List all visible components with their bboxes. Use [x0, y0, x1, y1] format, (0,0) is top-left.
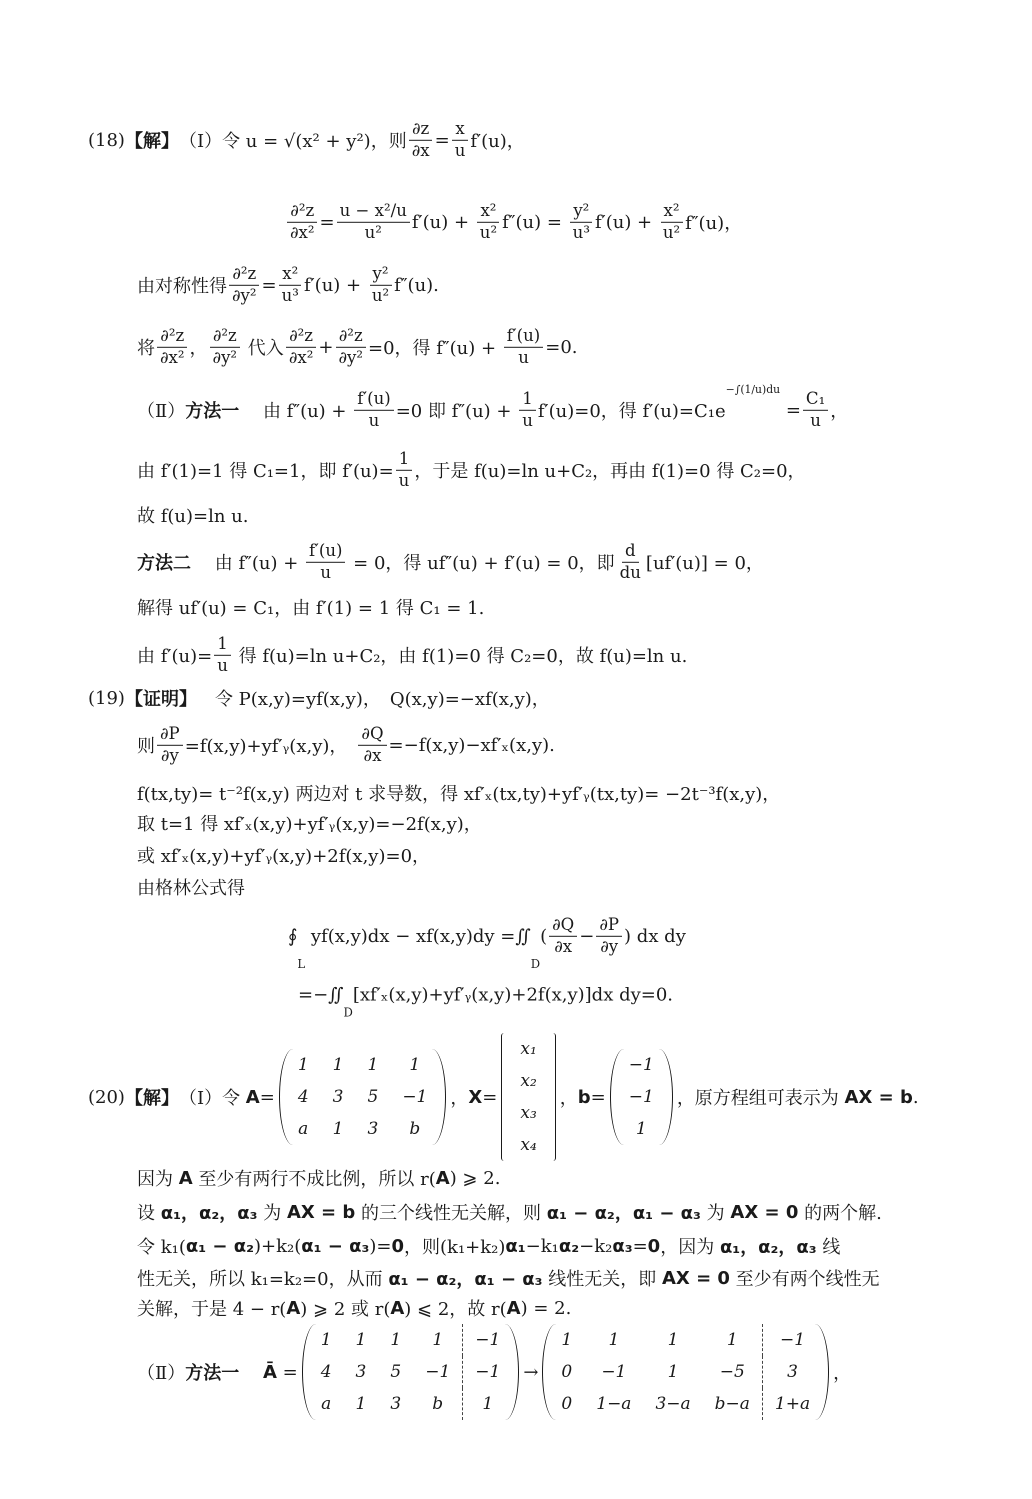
fraction	[549, 915, 577, 957]
line-18-intro	[88, 119, 525, 161]
line-18-second-derivative	[285, 201, 742, 243]
bold-text: b	[577, 1086, 591, 1108]
matrix-cell: −1	[463, 1324, 513, 1356]
numerator: ∂P	[596, 915, 622, 937]
denominator: ∂y	[160, 745, 179, 765]
numerator: ∂²z	[210, 326, 240, 348]
numerator: ∂²z	[229, 264, 259, 286]
text-run: [xf′ₓ(x,y)+yf′ᵧ(x,y)+2f(x,y)]dx dy=0.	[352, 984, 674, 1006]
fraction	[369, 264, 392, 306]
denominator: u	[454, 140, 466, 160]
matrix-cell: 4	[320, 1362, 332, 1382]
fraction	[354, 389, 393, 431]
denominator: ∂x	[411, 140, 430, 160]
denominator: u³	[572, 222, 590, 242]
text-run: 为	[700, 1203, 731, 1224]
fraction	[803, 389, 828, 431]
matrix-cell: 1	[332, 1119, 344, 1139]
subscript: D	[343, 1005, 353, 1020]
matrix-cell: 1	[320, 1330, 332, 1350]
text-run: −k₁	[525, 1235, 559, 1257]
text-run: −	[579, 925, 595, 947]
denominator: ∂x²	[288, 347, 314, 367]
fraction	[337, 201, 410, 243]
fraction	[617, 541, 644, 583]
denominator: ∂y	[600, 936, 619, 956]
subscript: L	[297, 957, 306, 972]
denominator: u	[368, 410, 380, 430]
fraction	[477, 201, 500, 243]
text-run: ) ⩾ 2 或 r(	[300, 1299, 391, 1320]
bold-text: AX = 0	[662, 1267, 730, 1289]
text-run	[239, 1359, 263, 1385]
text-run: )+k₂(	[254, 1235, 302, 1257]
matrix-cell: −1	[463, 1356, 513, 1388]
denominator: u²	[662, 222, 681, 242]
text-run: （Ⅱ）	[137, 1363, 186, 1384]
text-run: （Ⅰ）令 u = √(x² + y²)，则	[178, 131, 407, 152]
text-run: f(tx,ty)= t⁻²f(x,y) 两边对 t 求导数，得 xf′ₓ(tx,ty)+yf′ᵧ(tx,ty)= −2t⁻³f(x,y)，	[137, 784, 781, 805]
line-18-solve	[137, 594, 484, 620]
line-19-or	[137, 842, 430, 868]
text-run: f′(u) +	[411, 211, 475, 233]
line-18-result1	[137, 502, 249, 528]
matrix	[542, 1324, 829, 1420]
numerator: x	[452, 119, 467, 141]
text-run: =	[590, 1086, 606, 1108]
text-run: 由 f″(u) +	[191, 553, 304, 574]
bold-text: α₁ − α₂	[185, 1235, 254, 1257]
bold-text: A	[245, 1086, 260, 1108]
text-run: f″(u)，	[685, 213, 743, 234]
numerator: y²	[570, 201, 592, 223]
numerator: ∂Q	[549, 915, 577, 937]
text-run: 的三个线性无关解，则	[355, 1203, 547, 1224]
bold-text: A	[435, 1167, 450, 1189]
matrix-cell: 1	[667, 1362, 679, 1382]
matrix-cell: −1	[762, 1324, 822, 1356]
text-run: 则	[137, 736, 155, 757]
line-19-intro	[88, 685, 550, 711]
text-run: ，	[833, 1363, 852, 1384]
matrix-cell: x₂	[520, 1071, 537, 1091]
denominator: du	[619, 562, 641, 582]
text-run: f′(u) +	[303, 274, 367, 296]
matrix-cell: 1	[355, 1330, 367, 1350]
bold-text: α₁，α₂，α₃	[719, 1237, 817, 1258]
text-run: .	[912, 1086, 919, 1108]
numerator: ∂P	[157, 724, 183, 746]
text-run: ，	[559, 1088, 578, 1109]
text-run: 为	[257, 1203, 287, 1224]
numerator: x²	[279, 264, 301, 286]
bold-text: 【证明】	[124, 689, 197, 710]
matrix-cell: −1	[601, 1362, 627, 1382]
text-run: 得 f(u)=ln u+C₂，由 f(1)=0 得 C₂=0，故 f(u)=ln u.	[232, 646, 688, 667]
denominator: u²	[479, 222, 498, 242]
text-run: ，	[830, 401, 849, 422]
denominator: u²	[364, 222, 382, 242]
text-run: 令 P(x,y)=yf(x,y)， Q(x,y)=−xf(x,y)，	[196, 689, 550, 710]
text-run: 由对称性得	[137, 276, 227, 297]
line-20-combination	[137, 1233, 840, 1259]
text-run: 线	[816, 1237, 841, 1258]
matrix-cell: 1	[726, 1330, 738, 1350]
denominator: u	[320, 562, 332, 582]
text-run: =	[259, 1086, 275, 1108]
matrix-cell: a	[298, 1119, 309, 1139]
text-run: f′(u)=0，得 f′(u)=C₁e	[537, 401, 726, 422]
numerator: ∂²z	[287, 201, 317, 223]
numerator: ∂²z	[157, 326, 187, 348]
text-run: 由 f′(u)=	[137, 646, 213, 667]
text-run: 代入	[242, 338, 284, 359]
denominator: ∂y²	[232, 285, 257, 305]
line-19-differentiate	[137, 780, 780, 806]
text-run: ，则(k₁+k₂)	[404, 1237, 506, 1258]
bold-text: A	[506, 1297, 521, 1319]
matrix-cell: −1	[628, 1055, 654, 1075]
text-run: ，	[450, 1088, 469, 1109]
text-run: 因为	[137, 1169, 179, 1190]
denominator: ∂x²	[290, 222, 315, 242]
matrix-cell: 0	[561, 1394, 573, 1414]
text-run: )=	[369, 1235, 392, 1257]
text-run: ) ⩾ 2.	[449, 1167, 501, 1189]
numerator: u − x²/u	[337, 201, 410, 223]
text-run: +	[318, 336, 334, 358]
matrix-cell: 3	[367, 1119, 379, 1139]
text-run: =	[276, 1361, 298, 1383]
line-19-partials	[137, 724, 555, 766]
text-run: =	[780, 399, 801, 421]
bold-text: A	[286, 1297, 301, 1319]
bold-text: α₁ − α₂，α₁ − α₃	[388, 1269, 543, 1290]
denominator: u³	[281, 285, 299, 305]
matrix-cell: 4	[297, 1087, 309, 1107]
bold-text: α₁ − α₃	[301, 1235, 370, 1257]
text-run: 或 xf′ₓ(x,y)+yf′ᵧ(x,y)+2f(x,y)=0，	[137, 846, 431, 867]
fraction	[214, 634, 231, 676]
denominator: ∂x²	[160, 347, 185, 367]
bold-text: A	[178, 1167, 193, 1189]
numerator: ∂z	[409, 119, 432, 141]
matrix-cell: 5	[390, 1362, 402, 1382]
fraction	[504, 326, 543, 368]
matrix-cell: 3	[762, 1356, 822, 1388]
text-run: =	[319, 211, 335, 233]
fraction	[287, 201, 318, 243]
matrix-cell: 1+a	[762, 1388, 822, 1420]
matrix	[279, 1049, 447, 1145]
text-run: ∮	[288, 925, 298, 947]
text-run: 至少有两个线性无	[729, 1269, 880, 1290]
numerator: ∂²z	[286, 326, 316, 348]
line-18-result2	[137, 634, 687, 676]
text-run: 设	[137, 1203, 161, 1224]
text-run: =	[482, 1086, 498, 1108]
numerator: f′(u)	[306, 541, 345, 563]
text-run: f″(u) =	[502, 211, 568, 233]
text-run: ，原方程组可表示为	[676, 1088, 845, 1109]
matrix-cell: 1	[635, 1119, 647, 1139]
text-run: =f(x,y)+yf′ᵧ(x,y)，	[184, 736, 357, 757]
numerator: d	[622, 541, 639, 563]
matrix-cell: 1	[667, 1330, 679, 1350]
superscript: −∫(1/u)du	[725, 382, 781, 396]
matrix-cell: 1−a	[596, 1394, 632, 1414]
text-run: 关解，于是 4 − r(	[137, 1299, 287, 1320]
line-18-symmetry	[137, 264, 439, 306]
text-run: ，因为	[660, 1237, 720, 1258]
bold-text: α₂	[558, 1235, 580, 1257]
bold-text: Ā	[262, 1361, 277, 1383]
bold-text: 方法一	[185, 401, 240, 422]
fraction	[396, 449, 413, 491]
text-run: 令 k₁(	[137, 1237, 186, 1258]
matrix-cell: 1	[390, 1330, 402, 1350]
text-run: (20)	[88, 1086, 125, 1108]
fraction	[596, 915, 622, 957]
text-run: 将	[137, 338, 155, 359]
fraction	[519, 389, 536, 431]
matrix-cell: 5	[367, 1087, 379, 1107]
text-run: f′(u) +	[594, 211, 658, 233]
numerator: 1	[214, 634, 231, 656]
matrix-cell: −1	[402, 1087, 428, 1107]
bold-text: 0	[391, 1235, 405, 1257]
fraction	[210, 326, 241, 368]
text-run: 解得 uf′(u) = C₁，由 f′(1) = 1 得 C₁ = 1.	[137, 598, 485, 619]
matrix	[302, 1324, 520, 1420]
bold-text: α₁，α₂，α₃	[160, 1203, 258, 1224]
line-20-rank-ge	[137, 1165, 500, 1191]
text-run: ) ⩽ 2，故 r(	[404, 1299, 507, 1320]
fraction	[157, 326, 188, 368]
matrix-cell: 1	[432, 1330, 444, 1350]
text-run: =	[261, 274, 277, 296]
denominator: ∂y²	[338, 347, 363, 367]
text-run: =	[434, 129, 450, 151]
matrix-cell: 0	[561, 1362, 573, 1382]
line-18-method1	[137, 382, 849, 431]
bold-text: α₁ − α₂，α₁ − α₃	[546, 1203, 701, 1224]
text-run: (19)	[88, 687, 125, 709]
line-18-substitute	[137, 326, 578, 368]
bold-text: 方法一	[185, 1363, 240, 1384]
bold-text: 方法二	[137, 553, 191, 574]
matrix-cell: b	[432, 1394, 444, 1414]
denominator: u	[518, 347, 529, 367]
numerator: ∂Q	[358, 724, 386, 746]
bold-text: α₃	[612, 1235, 633, 1257]
line-19-integral-result	[298, 984, 674, 1020]
matrix-cell: 1	[367, 1055, 379, 1075]
denominator: u	[810, 410, 821, 430]
line-19-integral	[288, 914, 686, 972]
matrix-cell: x₃	[520, 1103, 537, 1123]
denominator: ∂x	[554, 936, 573, 956]
numerator: x²	[477, 201, 499, 223]
matrix-cell: 3	[355, 1362, 367, 1382]
matrix-cell: x₄	[520, 1135, 537, 1155]
bold-text: AX = 0	[730, 1201, 799, 1223]
numerator: 1	[519, 389, 536, 411]
matrix-cell: a	[321, 1394, 332, 1414]
bold-text: AX = b	[844, 1086, 913, 1108]
line-18-constants	[137, 449, 806, 491]
denominator: u	[398, 470, 410, 490]
numerator: y²	[370, 264, 392, 286]
fraction	[229, 264, 260, 306]
text-run: 性无关，所以 k₁=k₂=0，从而	[137, 1269, 389, 1290]
line-20-rank-eq	[137, 1295, 571, 1321]
numerator: f′(u)	[354, 389, 393, 411]
text-run: 线性无关，即	[542, 1269, 662, 1290]
denominator: ∂y²	[212, 347, 238, 367]
numerator: C₁	[803, 389, 828, 411]
matrix-cell: x₁	[520, 1039, 537, 1059]
matrix-cell: 1	[463, 1388, 513, 1420]
denominator: ∂x	[363, 745, 382, 765]
text-run: （Ⅰ）令	[178, 1088, 246, 1109]
numerator: ∂²z	[336, 326, 366, 348]
matrix-cell: 3	[390, 1394, 402, 1414]
fraction	[660, 201, 683, 243]
bold-text: 【解】	[124, 131, 179, 152]
denominator: u	[217, 655, 228, 675]
fraction	[570, 201, 593, 243]
matrix	[501, 1033, 555, 1161]
matrix-cell: 1	[409, 1055, 421, 1075]
fraction	[335, 326, 366, 368]
fraction	[358, 724, 386, 766]
bold-text: AX = b	[286, 1201, 356, 1223]
text-run: ) dx dy	[624, 925, 686, 947]
text-run: =	[632, 1235, 648, 1257]
text-run: f″(u).	[394, 274, 439, 296]
matrix-cell: 1	[355, 1394, 367, 1414]
fraction	[409, 119, 433, 161]
matrix-cell: 1	[561, 1330, 573, 1350]
text-run: f′(u)，	[470, 131, 525, 152]
text-run: →	[523, 1361, 539, 1383]
fraction	[279, 264, 302, 306]
line-20-independent	[137, 1265, 880, 1291]
text-run: 至少有两行不成比例，所以 r(	[192, 1169, 436, 1190]
text-run: 由格林公式得	[137, 878, 245, 899]
line-19-t1	[137, 810, 482, 836]
text-run: ，于是 f(u)=ln u+C₂，再由 f(1)=0 得 C₂=0，	[414, 461, 806, 482]
text-run: =−∬	[298, 984, 344, 1006]
text-run: yf(x,y)dx − xf(x,y)dy =∬	[305, 925, 531, 947]
matrix-cell: 1	[608, 1330, 620, 1350]
text-run: −k₂	[579, 1235, 613, 1257]
matrix-cell: −5	[719, 1362, 745, 1382]
numerator: x²	[661, 201, 683, 223]
text-run: =0.	[545, 336, 578, 358]
text-run: (18)	[88, 129, 125, 151]
fraction	[452, 119, 469, 161]
bold-text: 0	[647, 1235, 661, 1257]
bold-text: α₁	[505, 1235, 526, 1257]
line-20-method1	[137, 1324, 851, 1420]
matrix	[610, 1049, 673, 1145]
subscript: D	[530, 957, 541, 972]
numerator: f′(u)	[504, 326, 543, 348]
fraction	[306, 541, 345, 583]
text-run: ) = 2.	[520, 1297, 572, 1319]
text-run: =0，得 f″(u) +	[367, 338, 502, 359]
text-run: ，	[189, 338, 208, 359]
line-19-green	[137, 874, 245, 900]
fraction	[286, 326, 317, 368]
matrix-cell: 3	[332, 1087, 344, 1107]
text-run: 取 t=1 得 xf′ₓ(x,y)+yf′ᵧ(x,y)=−2f(x,y)，	[137, 814, 482, 835]
text-run: =−f(x,y)−xf′ₓ(x,y).	[388, 734, 555, 756]
denominator: u²	[371, 285, 390, 305]
fraction	[157, 724, 183, 766]
text-run: （Ⅱ）	[137, 401, 186, 422]
matrix-cell: −1	[628, 1087, 654, 1107]
bold-text: 【解】	[124, 1088, 179, 1109]
line-18-method2	[137, 541, 764, 583]
text-run: 故 f(u)=ln u.	[137, 506, 249, 527]
text-run: = 0，得 uf″(u) + f′(u) = 0，即	[347, 553, 615, 574]
text-run: (	[540, 925, 548, 947]
matrix-cell: 3−a	[655, 1394, 691, 1414]
text-run: 由 f″(u) +	[239, 401, 353, 422]
text-run: 的两个解.	[798, 1203, 882, 1224]
line-20-intro	[88, 1033, 919, 1161]
matrix-cell: 1	[332, 1055, 344, 1075]
text-run: 由 f′(1)=1 得 C₁=1，即 f′(u)=	[137, 461, 394, 482]
bold-text: X	[468, 1086, 483, 1108]
line-20-solutions	[137, 1199, 882, 1225]
matrix-cell: 1	[297, 1055, 309, 1075]
text-run: [uf′(u)] = 0，	[645, 553, 764, 574]
matrix-cell: b	[409, 1119, 421, 1139]
numerator: 1	[396, 449, 413, 471]
matrix-cell: −1	[425, 1362, 451, 1382]
text-run: =0 即 f″(u) +	[395, 401, 518, 422]
denominator: u	[522, 410, 533, 430]
bold-text: A	[390, 1297, 405, 1319]
matrix-cell: b−a	[714, 1394, 750, 1414]
